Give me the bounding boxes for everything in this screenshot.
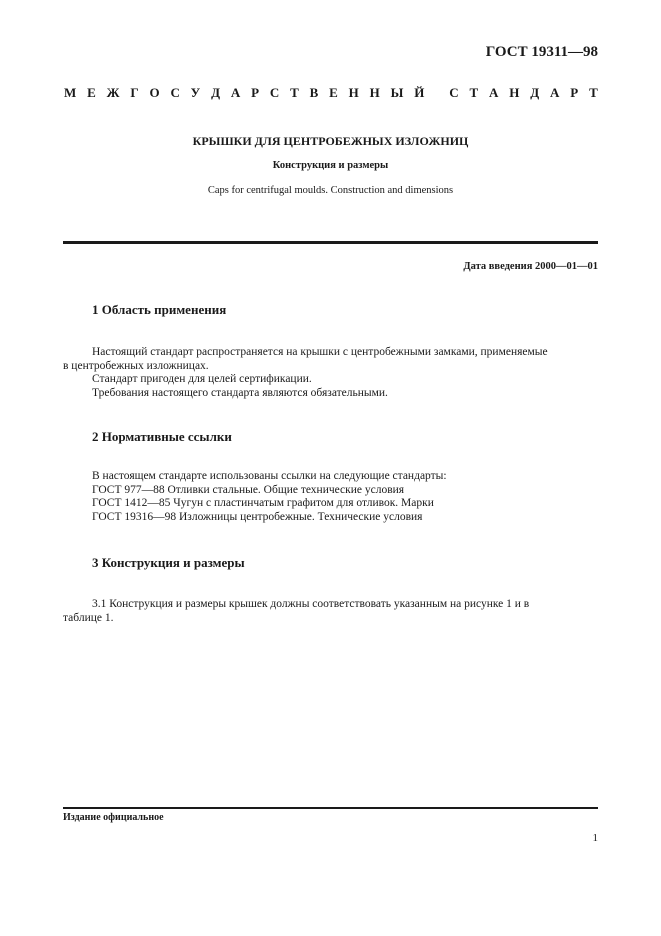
banner-letter: С <box>449 85 459 100</box>
banner-letter: Д <box>211 85 221 100</box>
text-line: в центробежных изложницах. <box>63 359 209 372</box>
banner-letter: А <box>230 85 241 100</box>
text-line: Стандарт пригоден для целей сертификации. <box>92 373 312 385</box>
banner-letter: Н <box>348 85 359 100</box>
banner-letter: Й <box>414 85 425 100</box>
section-3-heading: 3 Конструкция и размеры <box>92 555 245 570</box>
text-line: таблице 1. <box>63 611 114 624</box>
introduction-date: Дата введения 2000—01—01 <box>463 261 598 272</box>
banner-letter: Р <box>251 85 260 100</box>
document-title: КРЫШКИ ДЛЯ ЦЕНТРОБЕЖНЫХ ИЗЛОЖНИЦ <box>192 134 469 148</box>
footer-divider <box>63 807 598 809</box>
banner-letter: Т <box>469 85 479 100</box>
standard-number: ГОСТ 19311—98 <box>485 44 598 60</box>
section-1-text <box>63 346 598 400</box>
text-line: 3.1 Конструкция и размеры крышек должны соответствовать указанным на рисунке 1 и в <box>92 598 530 610</box>
section-2-heading: 2 Нормативные ссылки <box>92 429 232 444</box>
banner-letter: М <box>64 85 77 100</box>
page-number: 1 <box>592 832 598 844</box>
banner-letter: Н <box>509 85 520 100</box>
interstate-standard-banner <box>64 85 598 101</box>
reference-gost-1412: ГОСТ 1412—85 Чугун с пластинчатым графитом для отливок. Марки <box>92 497 434 509</box>
reference-gost-19316: ГОСТ 19316—98 Изложницы центробежные. Технические условия <box>92 510 423 523</box>
banner-letter: В <box>309 85 319 100</box>
banner-letter: С <box>269 85 280 100</box>
banner-letter: А <box>550 85 560 100</box>
header-divider <box>63 241 598 244</box>
banner-letter: Ы <box>390 85 404 100</box>
text-line: В настоящем стандарте использованы ссылки на следующие стандарты: <box>92 470 447 482</box>
banner-letter: Д <box>530 85 540 100</box>
section-1-heading: 1 Область применения <box>92 302 227 317</box>
text-line: Требования настоящего стандарта являются обязательными. <box>92 386 388 399</box>
banner-letter: Е <box>87 85 96 100</box>
banner-letter: Р <box>570 85 579 100</box>
banner-letter: Т <box>290 85 299 100</box>
banner-letter: У <box>190 85 201 100</box>
banner-letter: Г <box>130 85 139 100</box>
official-edition-label: Издание официальное <box>63 812 164 823</box>
section-3-text <box>63 598 598 625</box>
banner-letter: Ж <box>106 85 120 100</box>
banner-letter: Т <box>589 85 598 100</box>
banner-letter: Е <box>329 85 338 100</box>
banner-letter: А <box>489 85 499 100</box>
document-title-english: Caps for centrifugal moulds. Construction and dimensions <box>207 185 454 196</box>
banner-gap <box>435 85 438 101</box>
banner-letter: О <box>149 85 160 100</box>
banner-letter: Н <box>369 85 380 100</box>
section-2-text <box>63 470 598 524</box>
text-line: Настоящий стандарт распространяется на крышки с центробежными замками, применяемые <box>92 346 548 358</box>
banner-letter: С <box>170 85 180 100</box>
reference-gost-977: ГОСТ 977—88 Отливки стальные. Общие технические условия <box>92 483 405 496</box>
document-subtitle: Конструкция и размеры <box>272 160 389 171</box>
